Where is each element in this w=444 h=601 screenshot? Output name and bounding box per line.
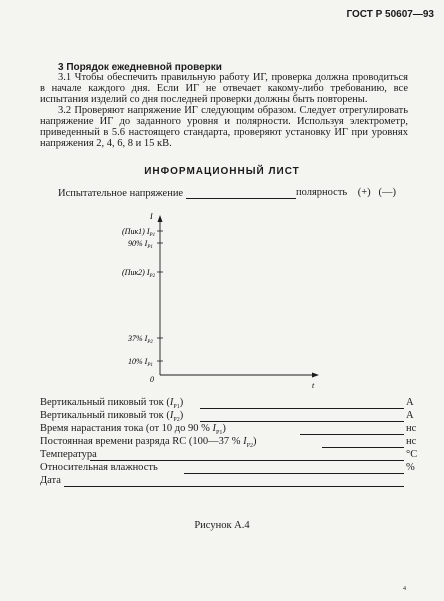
field-unit: нс [406, 436, 417, 447]
field-row [40, 462, 158, 473]
field-label: Время нарастания тока (от 10 до 90 % $I_{P1}$) [40, 423, 226, 437]
label-pct90: 90% $I_{P1}$ [128, 239, 153, 250]
field-unit: А [406, 397, 414, 408]
field-unit: % [406, 462, 415, 473]
field-row [40, 423, 226, 436]
field-row [40, 436, 256, 449]
section-heading: 3 Порядок ежедневной проверки [58, 62, 222, 73]
x-axis-label: t [312, 381, 315, 390]
y-axis-arrow [158, 215, 163, 222]
paragraph-3-1: 3.1 Чтобы обеспечить правильную работу ИГ, проверка должна проводиться в начале каждого дня. Если ИГ не отвечает какому-либо требованию, все испытания изделий со дня последней проверки должны быть повторены. [40, 72, 408, 105]
test-voltage-field[interactable] [186, 187, 296, 199]
field-input-line[interactable] [200, 421, 404, 422]
field-input-line[interactable] [90, 460, 404, 461]
polarity-row [296, 187, 396, 198]
test-voltage-label: Испытательное напряжение [58, 188, 184, 199]
polarity-minus[interactable]: (—) [378, 187, 397, 198]
label-peak1: (Пик1) $I_{P1}$ [122, 227, 156, 238]
field-row [40, 410, 183, 423]
field-input-line[interactable] [184, 473, 404, 474]
field-unit: °С [406, 449, 418, 460]
field-input-line[interactable] [64, 486, 404, 487]
field-row [40, 397, 183, 410]
polarity-plus[interactable]: (+) [357, 187, 371, 198]
field-label: Вертикальный пиковый ток $(I_{P1})$ [40, 397, 184, 411]
label-pct10: 10% $I_{P1}$ [128, 357, 153, 368]
current-waveform-graph [100, 205, 340, 390]
test-voltage-row [58, 187, 296, 199]
field-label: Вертикальный пиковый ток $(I_{P2})$ [40, 410, 184, 424]
field-label: Температура [40, 449, 97, 460]
y-axis-label: I [150, 212, 153, 221]
origin-label: 0 [150, 375, 154, 384]
paragraph-3-2: 3.2 Проверяют напряжение ИГ следующим образом. Следует отрегулировать напряжение ИГ до заданного уровня и полярности. Используя электрометр, приведенный в 5.6 настоящего стандарта, проверяют установку ИГ при уровнях напряжения 2, 4, 6, 8 и 15 кВ. [40, 105, 408, 149]
field-label: Дата [40, 475, 61, 486]
document-header: ГОСТ Р 50607—93 [346, 9, 434, 20]
polarity-label: полярность [296, 187, 348, 198]
field-row [40, 449, 97, 460]
figure-caption: Рисунок А.4 [194, 520, 250, 531]
label-peak2: (Пик2) $I_{P2}$ [122, 268, 156, 279]
field-label: Постоянная времени разряда RC (100—37 % $I_{P2}$) [40, 436, 257, 450]
field-input-line[interactable] [300, 434, 404, 435]
field-row [40, 475, 61, 486]
field-unit: А [406, 410, 414, 421]
label-pct37: 37% $I_{P2}$ [128, 334, 153, 345]
field-input-line[interactable] [322, 447, 404, 448]
field-input-line[interactable] [200, 408, 404, 409]
x-axis-arrow [312, 373, 319, 378]
field-unit: нс [406, 423, 417, 434]
page-mark: 4 [403, 586, 406, 592]
info-sheet-title: ИНФОРМАЦИОННЫЙ ЛИСТ [144, 166, 300, 177]
field-label: Относительная влажность [40, 462, 158, 473]
